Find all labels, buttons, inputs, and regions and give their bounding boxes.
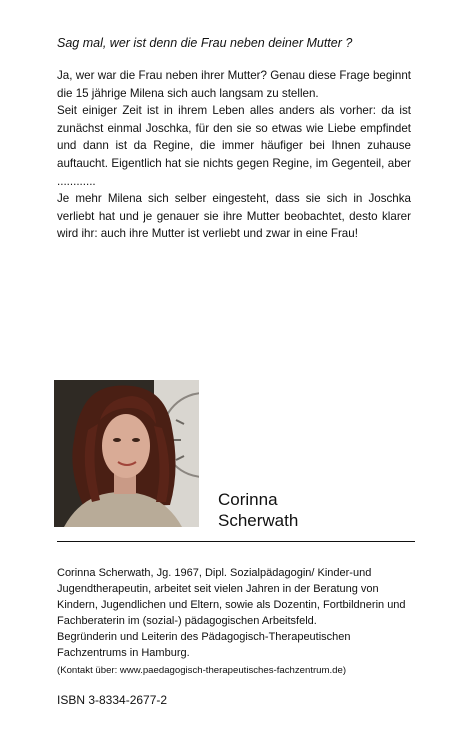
author-last-name: Scherwath bbox=[218, 511, 299, 530]
contact-line: (Kontakt über: www.paedagogisch-therapeutisches-fachzentrum.de) bbox=[57, 665, 347, 676]
author-first-name: Corinna bbox=[218, 490, 278, 509]
author-bio bbox=[57, 565, 415, 661]
tagline: Sag mal, wer ist denn die Frau neben deiner Mutter ? bbox=[57, 36, 353, 50]
divider bbox=[57, 541, 415, 542]
blurb-paragraph: Seit einiger Zeit ist in ihrem Leben alles anders als vorher: da ist zunächst einmal Joschka, für den sie so etwas wie Liebe empfindet und dann ist da Regine, die immer häufiger bei Ihnen zuhause auftaucht. Eigentlich hat sie nichts gegen Regine, im Gegenteil, aber ............ bbox=[57, 104, 411, 188]
bio-paragraph: Corinna Scherwath, Jg. 1967, Dipl. Sozialpädagogin/ Kinder-und Jugendtherapeutin, arbeitet seit vielen Jahren in der Beratung von Kindern, Jugendlichen und Eltern, sowie als Dozentin, Fortbildnerin und Fachberaterin im (sozial-) pädagogischen Arbeitsfeld. bbox=[57, 567, 406, 627]
isbn: ISBN 3-8334-2677-2 bbox=[57, 693, 168, 707]
author-photo bbox=[54, 380, 199, 527]
blurb-paragraph: Je mehr Milena sich selber eingesteht, dass sie sich in Joschka verliebt hat und je genauer sie ihre Mutter beobachtet, desto klarer wird ihr: auch ihre Mutter ist verliebt und zwar in eine Frau! bbox=[57, 192, 411, 241]
author-name bbox=[218, 489, 298, 531]
blurb-paragraph: Ja, wer war die Frau neben ihrer Mutter? Genau diese Frage beginnt die 15 jährige Milena sich auch langsam zu stellen. bbox=[57, 69, 411, 100]
bio-paragraph: Begründerin und Leiterin des Pädagogisch-Therapeutischen Fachzentrums in Hamburg. bbox=[57, 631, 351, 659]
book-blurb bbox=[57, 67, 411, 243]
